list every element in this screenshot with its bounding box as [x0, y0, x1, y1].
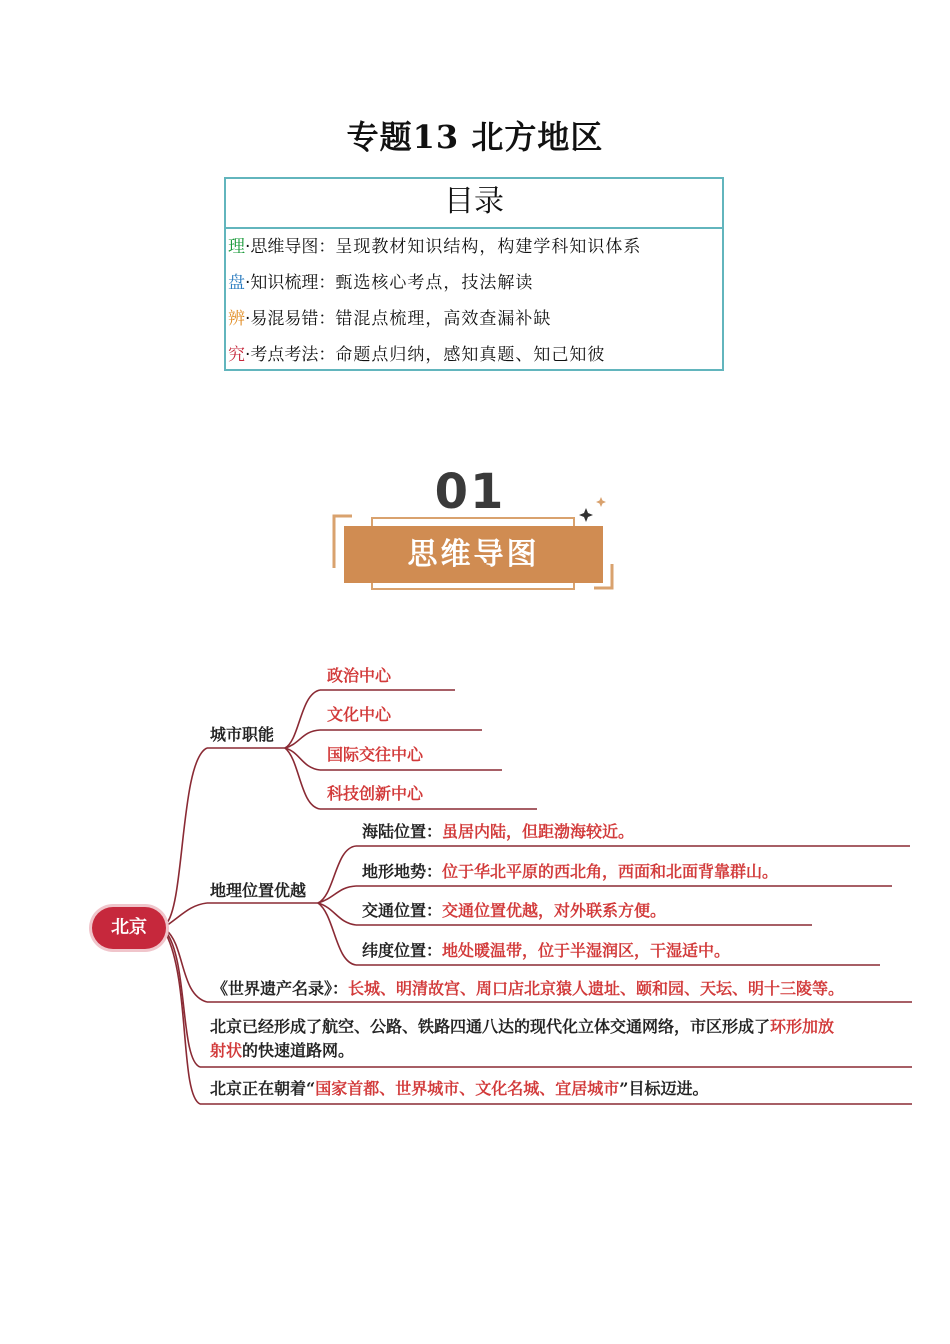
goal-prefix: 北京正在朝着“ [210, 1079, 316, 1098]
city-function-item: 国际交往中心 [327, 745, 424, 764]
toc-item-char: 辨 [228, 309, 245, 329]
toc-item-char: 究 [228, 345, 245, 365]
toc-item-desc: 呈现教材知识结构，构建学科知识体系 [335, 237, 642, 257]
geo-item [362, 861, 778, 883]
transport-text: 北京已经形成了航空、公路、铁路四通八达的现代化立体交通网络，市区形成了 [210, 1017, 771, 1036]
city-function-item: 政治中心 [327, 666, 392, 685]
branch-heritage [212, 978, 844, 1000]
geo-item-key: 海陆位置： [362, 822, 443, 841]
branch-city-functions: 城市职能 [210, 725, 275, 744]
geo-item-key: 纬度位置： [362, 941, 443, 960]
city-function-item: 科技创新中心 [327, 784, 424, 803]
geo-item [362, 940, 730, 962]
geo-item-value: 地处暖温带，位于半湿润区，干湿适中。 [442, 941, 731, 960]
geo-item-key: 交通位置： [362, 901, 443, 920]
geo-item [362, 900, 666, 922]
toc-item-label: ·知识梳理： [245, 273, 336, 293]
section-label: 思维导图 [344, 526, 603, 583]
goal-highlight: 国家首都、世界城市、文化名城、宜居城市 [315, 1079, 620, 1098]
branch-transport-line2 [210, 1040, 354, 1062]
geo-item [362, 821, 634, 843]
city-function-item: 文化中心 [327, 705, 392, 724]
toc-heading: 目录 [226, 179, 722, 229]
toc-item-desc: 甄选核心考点，技法解读 [335, 273, 534, 293]
toc-item-char: 盘 [228, 273, 245, 293]
toc-item-char: 理 [228, 237, 245, 257]
toc-item-desc: 错混点梳理，高效查漏补缺 [335, 309, 552, 329]
geo-item-value: 虽居内陆，但距渤海较近。 [442, 822, 635, 841]
section-number: 01 [434, 464, 506, 520]
branch-transport-line1 [210, 1016, 834, 1038]
toc-item-label: ·易混易错： [245, 309, 336, 329]
geo-item-value: 位于华北平原的西北角，西面和北面背靠群山。 [442, 862, 779, 881]
toc-item-label: ·思维导图： [245, 237, 336, 257]
branch-goal [210, 1078, 708, 1100]
branch-geo-position: 地理位置优越 [210, 881, 307, 900]
toc-item-desc: 命题点归纳，感知真题、知己知彼 [335, 345, 606, 365]
heritage-key: 《世界遗产名录》： [212, 979, 349, 998]
document-title: 专题13 北方地区 [346, 118, 604, 156]
geo-item-key: 地形地势： [362, 862, 443, 881]
mindmap-root-node: 北京 [92, 907, 166, 949]
goal-suffix: ”目标迈进。 [619, 1079, 709, 1098]
heritage-value: 长城、明清故宫、周口店北京猿人遗址、颐和园、天坛、明十三陵等。 [348, 979, 845, 998]
geo-item-value: 交通位置优越，对外联系方便。 [442, 901, 667, 920]
transport-highlight: 环形加放 [770, 1017, 835, 1036]
transport-highlight: 射状 [210, 1041, 243, 1060]
toc-item-label: ·考点考法： [245, 345, 336, 365]
transport-text: 的快速道路网。 [242, 1041, 355, 1060]
